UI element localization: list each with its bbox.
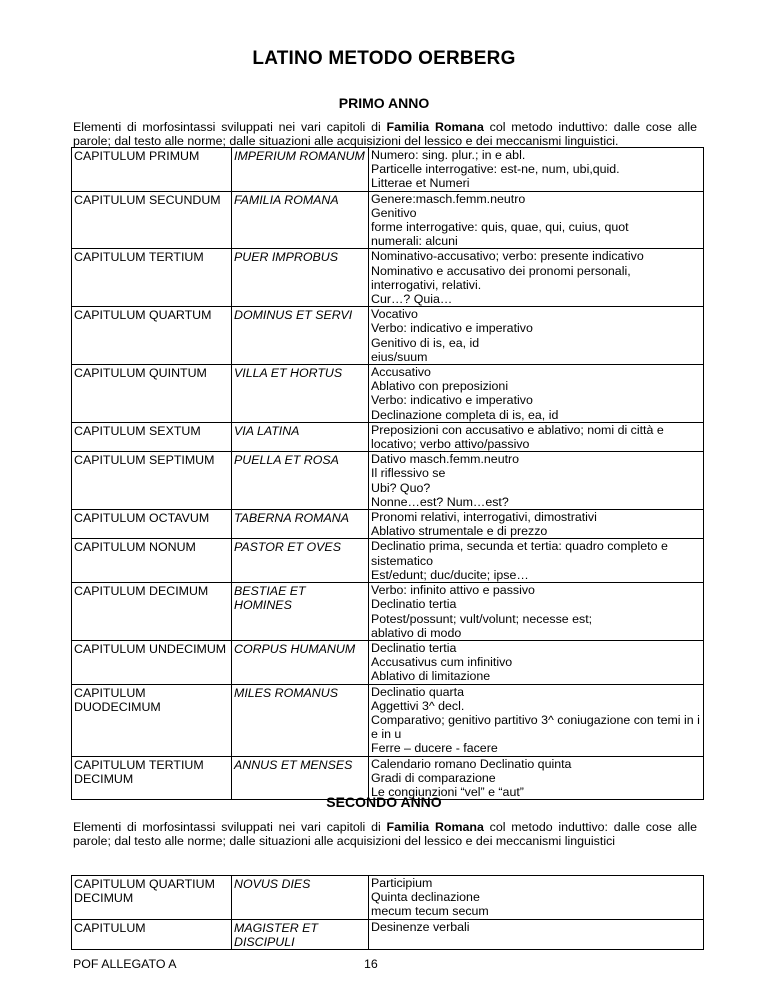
note-line: Preposizioni con accusativo e ablativo; nomi di città e locativo; verbo attivo/passivo (371, 422, 664, 452)
chapter-cell (72, 539, 232, 583)
table-row (72, 684, 704, 756)
chapter-name: CAPITULUM DUODECIMUM (74, 685, 161, 714)
chapter-cell (72, 684, 232, 756)
chapter-name: CAPITULUM DECIMUM (74, 584, 209, 599)
intro-primo (73, 120, 697, 148)
note-line: Participium (371, 876, 433, 890)
notes-cell (369, 365, 704, 423)
chapter-name: CAPITULUM QUARTIUM DECIMUM (74, 877, 215, 906)
topic-cell (232, 876, 369, 920)
note-line: Verbo: infinito attivo e passivo (371, 583, 535, 598)
note-line: Cur…? Quia… (371, 292, 453, 307)
note-line: Particelle interrogative: est-ne, num, ubi,quid. (371, 162, 620, 177)
topic-name: FAMILIA ROMANA (234, 192, 339, 207)
topic-name: IMPERIUM ROMANUM (234, 149, 365, 163)
note-line: Genere:masch.femm.neutro (371, 191, 526, 206)
topic-name: PUER IMPROBUS (234, 250, 338, 265)
intro-text: Elementi di morfosintassi sviluppati nei vari capitoli di (73, 120, 387, 134)
intro-secondo (73, 820, 697, 848)
note-line: Ferre – ducere - facere (371, 741, 498, 756)
notes-cell (369, 422, 704, 451)
note-line: Accusativo (371, 365, 431, 380)
topic-cell (232, 148, 369, 192)
chapters-table-secondo (71, 875, 704, 950)
chapter-cell (72, 249, 232, 307)
table-row (72, 365, 704, 423)
chapter-name: CAPITULUM UNDECIMUM (74, 641, 227, 656)
table-row (72, 919, 704, 949)
table-row (72, 876, 704, 920)
chapter-cell (72, 640, 232, 684)
chapter-cell (72, 452, 232, 510)
table-row (72, 539, 704, 583)
topic-name: PUELLA ET ROSA (234, 453, 339, 468)
note-line: Declinatio tertia (371, 597, 457, 612)
chapter-cell (72, 307, 232, 365)
note-line: Genitivo di is, ea, id (371, 335, 480, 350)
document-title: LATINO METODO OERBERG (252, 48, 516, 69)
note-line: Verbo: indicativo e imperativo (371, 393, 533, 408)
chapter-name: CAPITULUM SEPTIMUM (74, 453, 215, 468)
table-row (72, 640, 704, 684)
chapter-name: CAPITULUM SECUNDUM (74, 192, 221, 207)
topic-cell (232, 640, 369, 684)
topic-name: DOMINUS ET SERVI (234, 308, 353, 323)
note-line: ablativo di modo (371, 625, 462, 640)
chapter-cell (72, 583, 232, 641)
note-line: eius/suum (371, 349, 428, 364)
notes-cell (369, 876, 704, 920)
notes-cell (369, 307, 704, 365)
table-row (72, 148, 704, 192)
topic-name: VILLA ET HORTUS (234, 366, 343, 381)
topic-name: MILES ROMANUS (234, 685, 338, 700)
chapter-cell (72, 148, 232, 192)
chapter-cell (72, 876, 232, 920)
topic-cell (232, 510, 369, 539)
note-line: numerali: alcuni (371, 234, 458, 249)
intro-bold: Familia Romana (386, 120, 484, 134)
topic-cell (232, 422, 369, 451)
section-heading-primo: PRIMO ANNO (338, 95, 430, 111)
note-line: Calendario romano Declinatio quinta (371, 756, 572, 771)
notes-cell (369, 452, 704, 510)
chapter-name: CAPITULUM OCTAVUM (74, 511, 210, 526)
chapter-name: CAPITULUM TERTIUM (74, 250, 204, 265)
chapter-cell (72, 191, 232, 249)
chapter-name: CAPITULUM QUINTUM (74, 366, 207, 381)
chapter-name: CAPITULUM TERTIUM DECIMUM (74, 757, 204, 786)
chapter-cell (72, 510, 232, 539)
note-line: Ubi? Quo? (371, 480, 431, 495)
note-line: Litterae et Numeri (371, 176, 470, 191)
note-line: Ablativo di limitazione (371, 669, 491, 684)
note-line: Declinatio tertia (371, 640, 457, 655)
notes-cell (369, 583, 704, 641)
note-line: Declinazione completa di is, ea, id (371, 407, 559, 422)
note-line: Ablativo con preposizioni (371, 379, 509, 394)
topic-name: TABERNA ROMANA (234, 511, 349, 526)
note-line: Declinatio quarta (371, 684, 464, 699)
note-line: Potest/possunt; vult/volunt; necesse est; (371, 611, 593, 626)
topic-name: NOVUS DIES (234, 877, 311, 891)
note-line: Pronomi relativi, interrogativi, dimostrativi (371, 510, 597, 525)
note-line: Nominativo-accusativo; verbo: presente indicativo (371, 249, 644, 264)
notes-cell (369, 191, 704, 249)
notes-cell (369, 919, 704, 949)
chapter-name: CAPITULUM (74, 920, 146, 935)
notes-cell (369, 249, 704, 307)
chapter-name: CAPITULUM QUARTUM (74, 308, 212, 323)
note-line: Numero: sing. plur.; in e abl. (371, 148, 526, 162)
note-line: Quinta declinazione (371, 890, 480, 905)
table-row (72, 583, 704, 641)
topic-cell (232, 583, 369, 641)
topic-cell (232, 919, 369, 949)
table-row (72, 191, 704, 249)
notes-cell (369, 510, 704, 539)
chapters-table-primo (71, 147, 704, 800)
note-line: forme interrogative: quis, quae, qui, cuius, quot (371, 220, 629, 235)
note-line: Comparativo; genitivo partitivo 3^ coniugazione con temi in i e in u (371, 712, 700, 742)
chapter-cell (72, 422, 232, 451)
notes-cell (369, 684, 704, 756)
page-number: 16 (364, 957, 378, 971)
notes-cell (369, 539, 704, 583)
note-line: Verbo: indicativo e imperativo (371, 321, 533, 336)
topic-name: MAGISTER ET DISCIPULI (234, 920, 318, 949)
chapter-name: CAPITULUM SEXTUM (74, 423, 201, 438)
note-line: Ablativo strumentale e di prezzo (371, 524, 548, 539)
note-line: Nominativo e accusativo dei pronomi personali, interrogativi, relativi. (371, 263, 631, 292)
note-line: Desinenze verbali (371, 919, 470, 934)
topic-name: VIA LATINA (234, 423, 300, 438)
topic-name: CORPUS HUMANUM (234, 641, 356, 656)
table-row (72, 249, 704, 307)
table-row (72, 307, 704, 365)
table-row (72, 422, 704, 451)
topic-cell (232, 191, 369, 249)
notes-cell (369, 148, 704, 192)
table-row (72, 510, 704, 539)
note-line: Accusativus cum infinitivo (371, 655, 513, 670)
note-line: Declinatio prima, secunda et tertia: quadro completo e sistematico (371, 539, 668, 568)
intro-text: Elementi di morfosintassi sviluppati nei vari capitoli di (73, 820, 387, 834)
note-line: Gradi di comparazione (371, 770, 496, 785)
note-line: Le congiunzioni “vel” e “aut” (371, 784, 524, 799)
topic-cell (232, 249, 369, 307)
chapter-name: CAPITULUM NONUM (74, 540, 196, 555)
note-line: Aggettivi 3^ decl. (371, 698, 465, 713)
intro-bold: Familia Romana (386, 820, 484, 834)
topic-cell (232, 365, 369, 423)
topic-name: ANNUS ET MENSES (234, 757, 353, 772)
note-line: Vocativo (371, 307, 418, 322)
topic-cell (232, 452, 369, 510)
topic-cell (232, 539, 369, 583)
notes-cell (369, 640, 704, 684)
note-line: Il riflessivo se (371, 466, 446, 481)
topic-name: BESTIAE ET HOMINES (234, 584, 306, 613)
note-line: mecum tecum secum (371, 904, 489, 919)
intro-text: col metodo induttivo: dalle cose alle parole; dal testo alle norme; dalle situazioni alle acquisizioni del lessico e dei meccanismi linguistici. (73, 120, 697, 149)
chapter-cell (72, 365, 232, 423)
table-row (72, 452, 704, 510)
note-line: Genitivo (371, 205, 417, 220)
note-line: Nonne…est? Num…est? (371, 494, 509, 509)
note-line: Est/edunt; duc/ducite; ipse… (371, 567, 529, 582)
chapter-name: CAPITULUM PRIMUM (74, 149, 200, 163)
topic-name: PASTOR ET OVES (234, 540, 341, 555)
intro-text: col metodo induttivo: dalle cose alle parole; dal testo alle norme; dalle situazioni alle acquisizioni del lessico e dei meccanismi linguistici (73, 820, 697, 849)
topic-cell (232, 684, 369, 756)
chapter-cell (72, 919, 232, 949)
note-line: Dativo masch.femm.neutro (371, 452, 520, 467)
topic-cell (232, 307, 369, 365)
footer-label: POF ALLEGATO A (73, 957, 177, 971)
section-heading-secondo: SECONDO ANNO (326, 794, 442, 810)
